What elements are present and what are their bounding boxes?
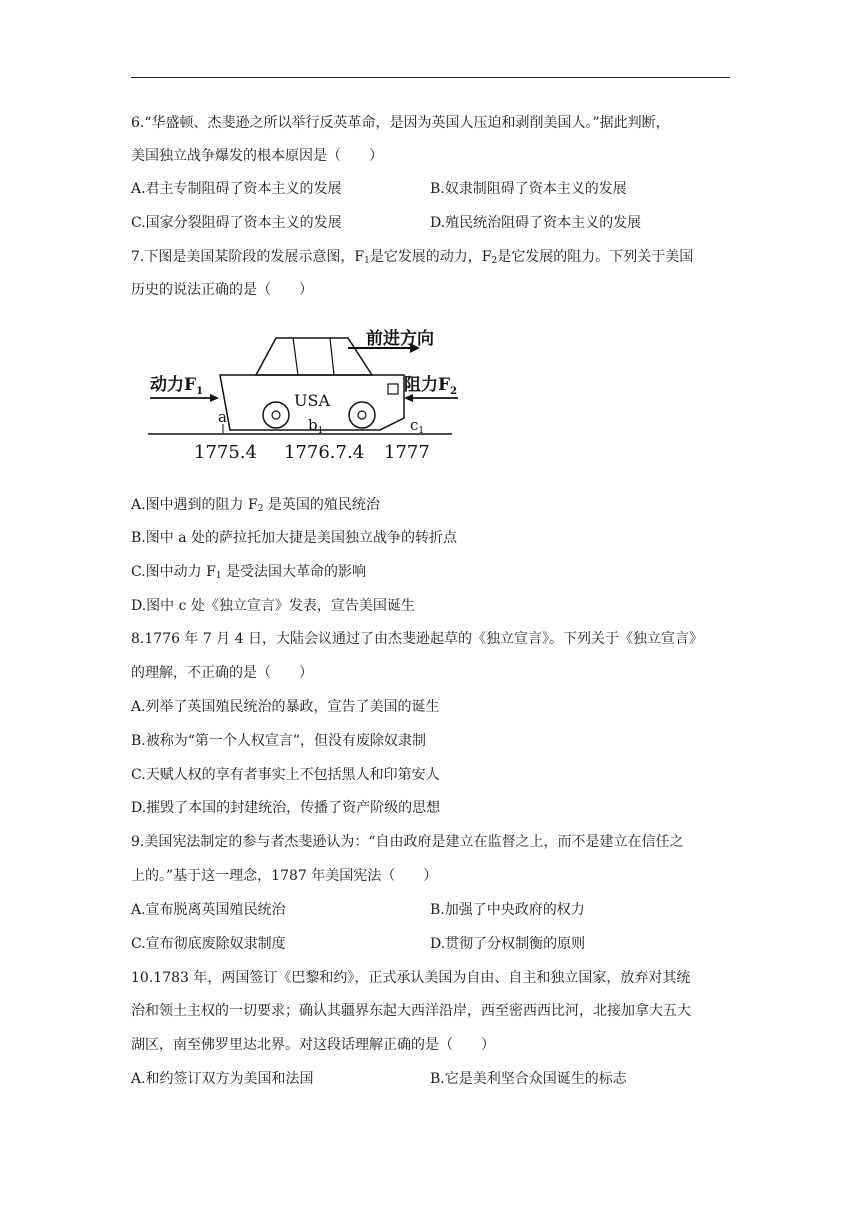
q10-stem-line3: 湖区，南至佛罗里达北界。对这段话理解正确的是（ ）: [131, 1037, 495, 1053]
q7-option-d: D.图中 c 处《独立宣言》发表，宣告美国诞生: [131, 598, 415, 614]
q8-option-a: A.列举了英国殖民统治的暴政，宣告了美国的诞生: [131, 699, 440, 715]
front-wheel: [349, 402, 375, 428]
q8-stem-line1: 8.1776 年 7 月 4 日，大陆会议通过了由杰斐逊起草的《独立宣言》。下列关于《独立宣言》: [131, 631, 704, 647]
q7-option-b: B.图中 a 处的萨拉托加大捷是美国独立战争的转折点: [131, 530, 457, 546]
q9-stem-line2: 上的。”基于这一理念，1787 年美国宪法（ ）: [131, 868, 438, 884]
car-window-divider-1: [293, 338, 298, 375]
q9-option-c: C.宣布彻底废除奴隶制度: [131, 936, 286, 952]
marker-c1: $c_1$: [410, 416, 425, 436]
q7-stem-line1: 7.下图是美国某阶段的发展示意图，$F_1$是它发展的动力，$F_2$是它发展的阻力。下列关于美国: [131, 249, 694, 266]
q9-option-b: B.加强了中央政府的权力: [430, 902, 585, 918]
header-rule: [131, 77, 730, 78]
q7-option-c: C.图中动力 $F_1$ 是受法国大革命的影响: [131, 564, 367, 581]
q6-option-b: B.奴隶制阻碍了资本主义的发展: [430, 181, 627, 197]
q7-option-a: A.图中遇到的阻力 $F_2$ 是英国的殖民统治: [131, 497, 380, 514]
car-headlight: [388, 384, 398, 394]
q8-option-d: D.摧毁了本国的封建统治，传播了资产阶级的思想: [131, 800, 441, 816]
marker-a: a: [218, 408, 227, 426]
q6-stem-line1: 6.“华盛顿、杰斐逊之所以举行反英革命，是因为英国人压迫和剥削美国人。”据此判断，: [131, 115, 670, 131]
force-f1-arrowhead: [210, 394, 219, 402]
development-diagram: [148, 318, 468, 468]
q7-stem-line2: 历史的说法正确的是（ ）: [131, 282, 313, 298]
q9-option-a: A.宣布脱离英国殖民统治: [131, 902, 286, 918]
date-c: 1777: [384, 442, 430, 463]
q6-option-a: A.君主专制阻碍了资本主义的发展: [131, 181, 342, 197]
car-roof: [256, 338, 372, 375]
car-label: USA: [294, 391, 330, 410]
direction-label: 前进方向: [366, 329, 434, 349]
resist-f2-arrowhead: [404, 394, 413, 402]
q6-stem-line2: 美国独立战争爆发的根本原因是（ ）: [131, 148, 383, 164]
car-window-divider-2: [330, 338, 334, 375]
date-b: 1776.7.4: [284, 442, 365, 463]
q8-stem-line2: 的理解，不正确的是（ ）: [131, 665, 313, 681]
date-a: 1775.4: [194, 442, 257, 463]
q8-option-c: C.天赋人权的享有者事实上不包括黑人和印第安人: [131, 767, 440, 783]
resist-f2-label: 阻力$F_2$: [404, 375, 458, 397]
q10-stem-line2: 治和领土主权的一切要求；确认其疆界东起大西洋沿岸，西至密西西比河，北接加拿大五大: [131, 1003, 691, 1019]
q9-stem-line1: 9.美国宪法制定的参与者杰斐逊认为：“自由政府是建立在监督之上，而不是建立在信任之: [131, 834, 684, 850]
q10-option-a: A.和约签订双方为美国和法国: [131, 1071, 314, 1087]
q6-option-c: C.国家分裂阻碍了资本主义的发展: [131, 215, 342, 231]
marker-b1: $b_1$: [308, 416, 324, 436]
rear-wheel: [263, 402, 289, 428]
q10-option-b: B.它是美利坚合众国诞生的标志: [430, 1071, 627, 1087]
q10-stem-line1: 10.1783 年，两国签订《巴黎和约》，正式承认美国为自由、自主和独立国家，放弃对其统: [131, 970, 691, 986]
force-f1-label: 动力$F_1$: [150, 375, 204, 397]
q9-option-d: D.贯彻了分权制衡的原则: [430, 936, 586, 952]
q6-option-d: D.殖民统治阻碍了资本主义的发展: [430, 215, 642, 231]
q8-option-b: B.被称为“第一个人权宣言”，但没有废除奴隶制: [131, 733, 427, 749]
